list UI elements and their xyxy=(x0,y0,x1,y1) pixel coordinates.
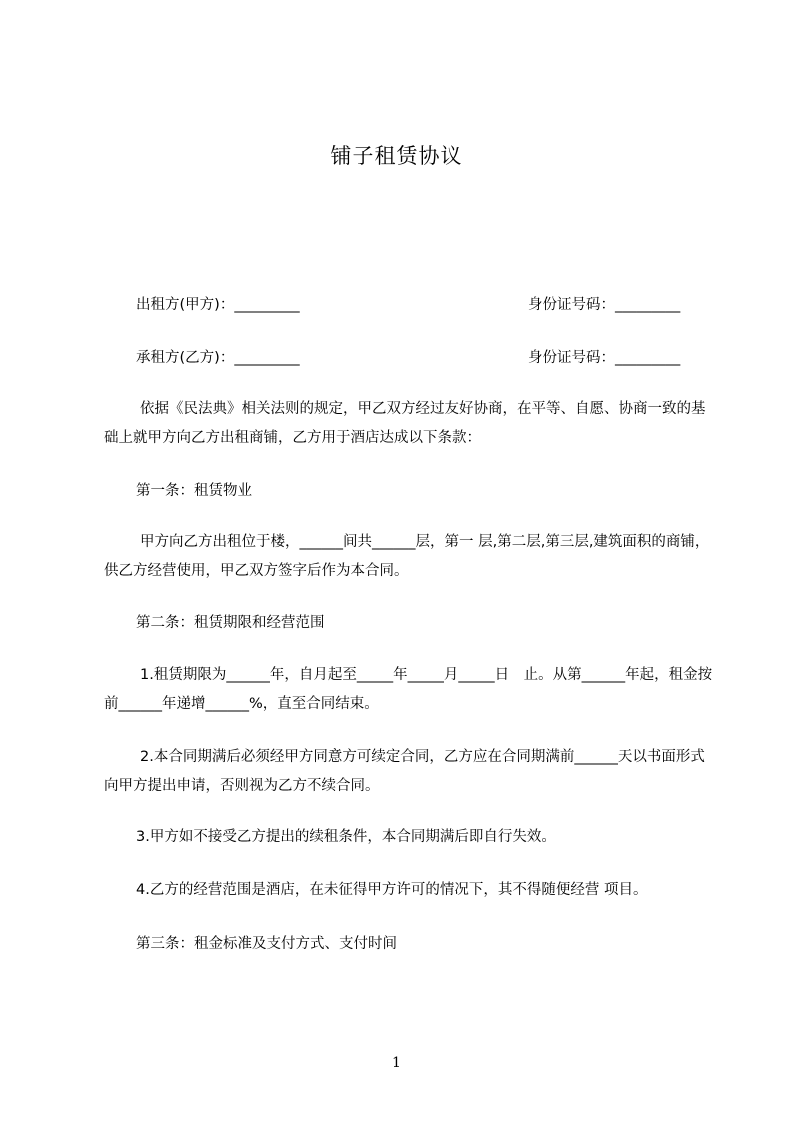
page-number: 1 xyxy=(392,1055,401,1071)
intro-text: 依据《民法典》相关法则的规定，甲乙双方经过友好协商，在平等、自愿、协商一致的基础上就甲方向乙方出租商铺，乙方用于酒店达成以下条款： xyxy=(104,401,706,446)
intro-paragraph xyxy=(104,395,716,453)
lessor-id-line: 身份证号码：_________ xyxy=(528,297,681,313)
lessee-id-line: 身份证号码：_________ xyxy=(528,350,681,366)
article1-text: 甲方向乙方出租位于楼，______间共______层，第一 层,第二层,第三层,建筑面积的商铺，供乙方经营使用，甲乙双方签字后作为本合同。 xyxy=(104,534,710,579)
article1-heading: 第一条：租赁物业 xyxy=(136,483,252,499)
article2-heading: 第二条：租赁期限和经营范围 xyxy=(136,615,325,631)
lessee-line: 承租方(乙方)：_________ xyxy=(136,350,300,366)
article1-paragraph xyxy=(104,528,716,586)
article2-item1-text: 1.租赁期限为______年，自月起至_____年_____月_____日 止。从第______年起，租金按前______年递增______%，直至合同结束。 xyxy=(104,667,713,712)
document-title: 铺子租赁协议 xyxy=(330,144,463,168)
article3-heading: 第三条：租金标准及支付方式、支付时间 xyxy=(136,936,397,952)
article2-item2 xyxy=(104,743,716,801)
lessor-line: 出租方(甲方)：_________ xyxy=(136,297,300,313)
article2-item2-text: 2.本合同期满后必须经甲方同意方可续定合同，乙方应在合同期满前______天以书面形式向甲方提出申请，否则视为乙方不续合同。 xyxy=(104,749,705,794)
article2-item1 xyxy=(104,661,716,719)
article2-item4: 4.乙方的经营范围是酒店，在未征得甲方许可的情况下，其不得随便经营 项目。 xyxy=(136,882,648,898)
article2-item3: 3.甲方如不接受乙方提出的续租条件，本合同期满后即自行失效。 xyxy=(136,829,556,845)
